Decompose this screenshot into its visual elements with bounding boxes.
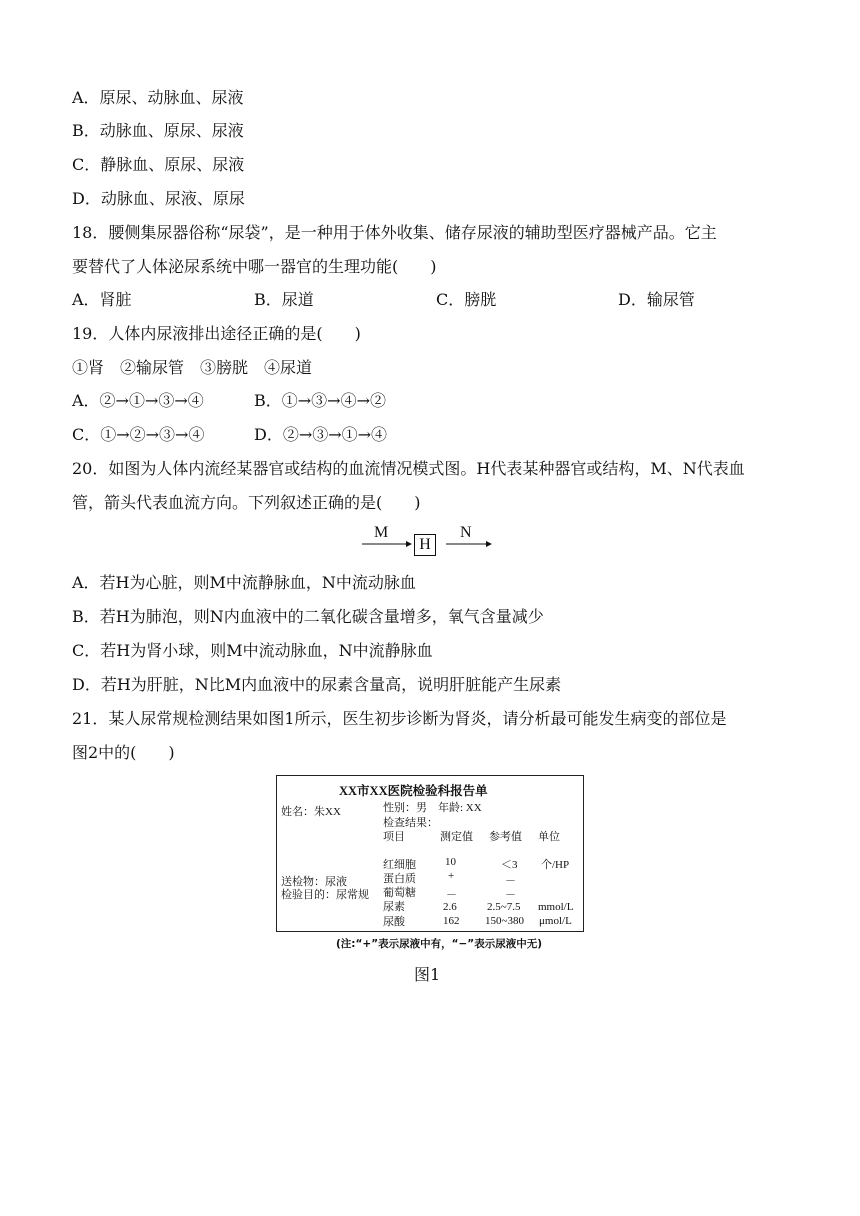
q20-option-d: D．若H为肝脏，N比M内血液中的尿素含量高，说明肝脏能产生尿素 xyxy=(72,675,562,694)
row-value: + xyxy=(448,870,455,882)
results-label: 检查结果： xyxy=(383,817,438,829)
q20-option-a: A．若H为心脏，则M中流静脉血，N中流动脉血 xyxy=(72,573,416,592)
arrow-m-icon xyxy=(360,540,412,548)
row-unit: mmol/L xyxy=(538,901,574,913)
q19-option-c: C．①→②→③→④ xyxy=(72,425,205,444)
q21-stem-line1: 21．某人尿常规检测结果如图1所示，医生初步诊断为肾炎，请分析最可能发生病变的部位是 xyxy=(72,709,727,728)
header-unit: 单位 xyxy=(538,831,560,843)
row-item: 尿素 xyxy=(383,901,405,913)
q18-stem-line1: 18．腰侧集尿器俗称“尿袋”，是一种用于体外收集、储存尿液的辅助型医疗器械产品。它主 xyxy=(72,223,717,242)
q19-items: ①肾 ②输尿管 ③膀胱 ④尿道 xyxy=(72,358,313,377)
header-ref: 参考值 xyxy=(489,831,522,843)
row-ref: － xyxy=(505,875,516,887)
row-ref: 150~380 xyxy=(485,915,524,927)
q18-option-c: C．膀胱 xyxy=(436,290,497,309)
row-ref: ＜3 xyxy=(501,859,518,871)
gender-age: 性别：男 年龄: XX xyxy=(383,802,482,814)
q21-stem-line2: 图2中的( ) xyxy=(72,743,175,762)
q18-option-b: B．尿道 xyxy=(254,290,314,309)
header-value: 测定值 xyxy=(440,831,473,843)
figure-1-label: 图1 xyxy=(414,965,441,984)
header-item: 项目 xyxy=(383,831,405,843)
q20-option-b: B．若H为肺泡，则N内血液中的二氧化碳含量增多，氧气含量减少 xyxy=(72,607,544,626)
q19-stem: 19．人体内尿液排出途径正确的是( ) xyxy=(72,324,361,343)
q20-stem-line2: 管，箭头代表血流方向。下列叙述正确的是( ) xyxy=(72,493,421,512)
arrow-n-icon xyxy=(444,540,492,548)
row-ref: 2.5~7.5 xyxy=(487,901,521,913)
q19-option-a: A．②→①→③→④ xyxy=(72,391,204,410)
row-item: 葡萄糖 xyxy=(383,887,416,899)
specimen-label: 送检物：尿液 xyxy=(281,876,347,888)
row-item: 尿酸 xyxy=(383,916,405,928)
q19-option-d: D．②→③→①→④ xyxy=(254,425,388,444)
q18-stem-line2: 要替代了人体泌尿系统中哪一器官的生理功能( ) xyxy=(72,257,437,276)
q17-option-a: A．原尿、动脉血、尿液 xyxy=(72,88,244,107)
row-unit: 个/HP xyxy=(541,859,570,871)
q20-stem-line1: 20．如图为人体内流经某器官或结构的血流情况模式图。H代表某种器官或结构，M、N代表血 xyxy=(72,459,745,478)
report-title: XX市XX医院检验科报告单 xyxy=(339,784,488,798)
row-unit: μmol/L xyxy=(539,915,572,927)
row-item: 蛋白质 xyxy=(383,873,416,885)
row-item: 红细胞 xyxy=(383,859,416,871)
organ-h-box: H xyxy=(414,534,436,556)
q20-option-c: C．若H为肾小球，则M中流动脉血，N中流静脉血 xyxy=(72,641,433,660)
blood-flow-diagram xyxy=(360,526,500,558)
q17-option-d: D．动脉血、尿液、原尿 xyxy=(72,189,245,208)
report-note: (注:“+”表示尿液中有，“−”表示尿液中无) xyxy=(336,938,542,950)
q17-option-b: B．动脉血、原尿、尿液 xyxy=(72,121,244,140)
lab-report-card xyxy=(276,775,584,932)
row-value: 10 xyxy=(445,856,456,868)
vessel-n-label: N xyxy=(460,524,472,541)
patient-name: 姓名：朱XX xyxy=(281,806,341,818)
q18-option-d: D．输尿管 xyxy=(618,290,695,309)
row-value: － xyxy=(446,889,457,901)
row-value: 2.6 xyxy=(443,901,457,913)
q17-option-c: C．静脉血、原尿、尿液 xyxy=(72,155,245,174)
row-value: 162 xyxy=(443,915,460,927)
q19-option-b: B．①→③→④→② xyxy=(254,391,386,410)
vessel-m-label: M xyxy=(374,524,389,541)
q18-option-a: A．肾脏 xyxy=(72,290,132,309)
purpose-label: 检验目的：尿常规 xyxy=(281,889,369,901)
row-ref: － xyxy=(505,889,516,901)
